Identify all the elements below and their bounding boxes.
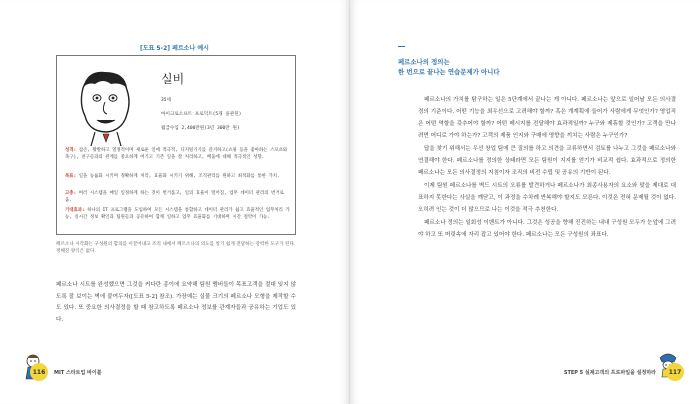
persona-key: 기대효과: bbox=[65, 208, 85, 213]
heading-accent-bar bbox=[398, 46, 405, 47]
figure-description: 페르소나 시각화는 구성원의 합의를 이끌어내고 조직 내에서 페르소나의 의도를 알기 쉽게 전달하는 강력한 도구가 된다. 정해진 양식은 없다. bbox=[56, 242, 296, 254]
section-heading bbox=[398, 57, 500, 77]
right-body-text bbox=[418, 94, 676, 242]
persona-text: 겸손, 활발하고 열정적이며 새로운 일에 적극적, 디지털기기를 즐겨하고(쇼핑 등을 좋아하는 스포츠와 축구), 친구들과의 관계를 중요하게 여기고 기존 일을 잘 처리하고, 배움에 대해 적극적인 성향. bbox=[65, 148, 288, 160]
heading-line-1: 페르소나의 정의는 bbox=[398, 58, 450, 66]
right-page bbox=[350, 0, 700, 404]
paragraph: 페르소나의 가치를 탐구하는 일은 5단계에서 끝나는 게 아니다. 페르소나는 앞으로 일어날 모든 의사결정의 기준이다. 어떤 기능을 최우선으로 고려해야 할까? 혹은 개계획에 들어가 사람에게 무엇인가? 영업직은 어떤 역할을 갖추어야 할까? 어떤 메시지를 전달해야 효과적일까? 누구와 제휴할 것인가? 고객을 만나려면 어디로 가야 하는가? 고객의 제품 인지와 구매에 영향을 끼치는 사람은 누구인가? bbox=[418, 97, 676, 139]
book-title: MIT 스타트업 바이블 bbox=[54, 370, 102, 376]
persona-meta-line: 월급수입 2,400만원(3년 300만 원) bbox=[161, 126, 240, 131]
persona-meta-line: 35세 bbox=[161, 98, 171, 103]
chapter-title: STEP 5 실제고객의 프로파일을 설정하라 bbox=[563, 370, 656, 376]
persona-name: 실비 bbox=[161, 72, 185, 86]
paragraph: 페르소나 정의는 일회성 이벤트가 아니다. 그것은 성공을 향해 진진하는 내내 구성원 모두가 눈앞에 그려야 하고 또 머릿속에 자리 잡고 있어야 한다. 페르소나는 모든 구성원의 좌표다. bbox=[418, 220, 676, 238]
persona-expectation bbox=[65, 208, 290, 221]
paragraph: 답을 찾기 위해서는 우선 창업 팀에 큰 질의를 하고 의견을 교류하면서 검토를 나누고 그것을 페르소나와 연결해야 한다. 페르소나를 정의한 상태라면 모든 팀원이 지지를 얻기가 비교적 쉽다. 효과적으로 정의한 페르소나는 모든 의사결정의 지침이자 조직의 비전 수립 및 공유의 기반이 된다. bbox=[418, 146, 676, 176]
persona-pain bbox=[65, 191, 290, 204]
persona-text: 여러 시스템을 매일 일정하게 하는 것이 번거롭고, 일의 효율이 떨어짐, 업무 데이터 관리의 번거로움. bbox=[65, 191, 284, 203]
heading-line-2: 한 번으로 끝나는 연습문제가 아니다 bbox=[398, 68, 500, 76]
persona-text: 하나의 IT 프로그램을 도입하여 모든 시스템을 통합하고 데이터 관리가 쉽고 효율적인 업무처리 가능, 실시간 정보 확인과 팀원들과 공유하여 함께 일하고 업무 효율화를 기대하며 시간 절약이 가능. bbox=[65, 208, 290, 220]
page-number: 117 bbox=[666, 363, 684, 381]
persona-key: 고충: bbox=[65, 191, 77, 196]
persona-sketch-icon bbox=[65, 66, 145, 146]
persona-meta bbox=[161, 90, 241, 139]
figure-caption: [도표 5-2] 페르소나 예시 bbox=[140, 45, 209, 52]
paragraph: 이제 팀원 페르소나를 벽드 시트의 오류를 발견하거나 페르소나가 최종사용자의 요소와 맞을 제대로 대표하지 못한다는 사실을 깨닫고, 이 과정을 수차례 반복해야 할지도 모른다. 이것은 전혀 문제될 것이 없다. 오히려 인는 것이 더 많으므로 나는 이것을 적극 추천한다. bbox=[418, 183, 676, 213]
persona-meta-line: 마이크로소프트 프로덕트(5개 윤관된) bbox=[161, 112, 242, 117]
persona-personality bbox=[65, 148, 290, 161]
persona-goal bbox=[65, 174, 290, 181]
persona-key: 성격: bbox=[65, 148, 77, 153]
persona-text: 일을 능률화 시키며 정확하게 처리, 효율화 시키기 위해, 조직관리를 원하고 최적화를 통한 가치. bbox=[78, 174, 280, 179]
left-body-text: 페르소나 시트를 완성했으면 그것을 커다란 종이에 요약해 팀원 멤버들이 목표고객을 절대 잊지 않도록 잘 보이는 벽에 붙여두자([도표 5-2] 참조). 가장예는 실물 크기의 페르소나 모형을 제작할 수도 있다. 또 중요한 의사결정을 할 때 참고하도록 페르소나 정보를 관계자들과 공유하는 기업도 있다. bbox=[56, 282, 296, 323]
persona-figure bbox=[56, 55, 296, 235]
page-number: 116 bbox=[30, 363, 48, 381]
persona-key: 목표: bbox=[65, 174, 77, 179]
